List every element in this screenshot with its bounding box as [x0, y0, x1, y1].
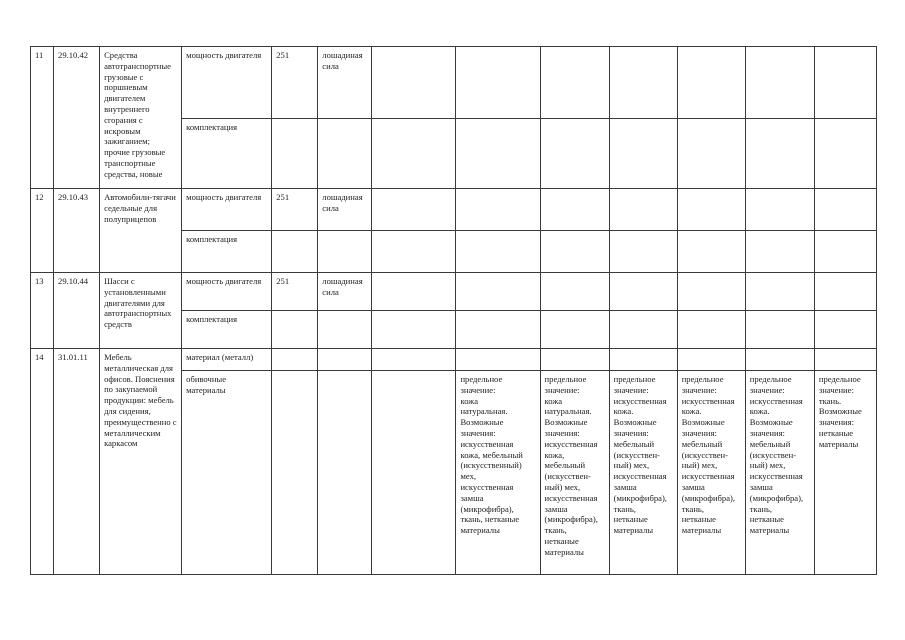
empty-cell: [814, 47, 876, 119]
empty-cell: [318, 349, 372, 371]
empty-cell: [372, 119, 456, 189]
empty-cell: [745, 119, 814, 189]
value-cell: предельное значение: ткань. Возможные значения: нетканые материалы: [814, 371, 876, 575]
empty-cell: [372, 311, 456, 349]
empty-cell: [814, 231, 876, 273]
okei-code: 251: [272, 47, 318, 119]
empty-cell: [609, 231, 677, 273]
empty-cell: [372, 47, 456, 119]
empty-cell: [540, 349, 609, 371]
requirements-table: [30, 46, 877, 575]
empty-cell: [272, 349, 318, 371]
empty-cell: [372, 349, 456, 371]
empty-cell: [272, 311, 318, 349]
empty-cell: [272, 231, 318, 273]
empty-cell: [814, 119, 876, 189]
okpd-code: 29.10.43: [54, 189, 100, 273]
empty-cell: [677, 349, 745, 371]
empty-cell: [677, 119, 745, 189]
empty-cell: [745, 231, 814, 273]
row-number: 12: [31, 189, 54, 273]
characteristic-cell: мощность двигателя: [182, 189, 272, 231]
product-name: Мебель металлическая для офисов. Пояснения по закупаемой продукции: мебель для сидения, преимущественно с металлическим каркасом: [100, 349, 182, 575]
empty-cell: [677, 273, 745, 311]
empty-cell: [318, 371, 372, 575]
characteristic-cell: обивочные материалы: [182, 371, 272, 575]
value-cell: предельное значение: искусственная кожа. Возможные значения: мебельный (искусствен- ный) мех, искусственная замша (микрофибра), ткань, нетканые материалы: [677, 371, 745, 575]
empty-cell: [677, 47, 745, 119]
unit-name: лошадиная сила: [318, 273, 372, 311]
empty-cell: [372, 231, 456, 273]
empty-cell: [814, 349, 876, 371]
okei-code: 251: [272, 273, 318, 311]
empty-cell: [745, 47, 814, 119]
okpd-code: 29.10.44: [54, 273, 100, 349]
empty-cell: [745, 273, 814, 311]
empty-cell: [609, 349, 677, 371]
characteristic-cell: комплектация: [182, 119, 272, 189]
product-name: Шасси с установленными двигателями для автотранспортных средств: [100, 273, 182, 349]
characteristic-cell: комплектация: [182, 311, 272, 349]
empty-cell: [318, 311, 372, 349]
empty-cell: [814, 311, 876, 349]
empty-cell: [814, 189, 876, 231]
unit-name: лошадиная сила: [318, 47, 372, 119]
empty-cell: [456, 189, 540, 231]
okpd-code: 29.10.42: [54, 47, 100, 189]
table-row: [31, 349, 877, 371]
empty-cell: [540, 311, 609, 349]
row-number: 14: [31, 349, 54, 575]
empty-cell: [540, 231, 609, 273]
empty-cell: [540, 273, 609, 311]
empty-cell: [609, 311, 677, 349]
empty-cell: [540, 47, 609, 119]
characteristic-cell: материал (металл): [182, 349, 272, 371]
unit-name: лошадиная сила: [318, 189, 372, 231]
characteristic-cell: мощность двигателя: [182, 47, 272, 119]
empty-cell: [814, 273, 876, 311]
empty-cell: [372, 371, 456, 575]
empty-cell: [540, 119, 609, 189]
empty-cell: [456, 273, 540, 311]
characteristic-cell: мощность двигателя: [182, 273, 272, 311]
characteristic-cell: комплектация: [182, 231, 272, 273]
value-cell: предельное значение: искусственная кожа. Возможные значения: мебельный (искусствен- ный) мех, искусственная замша (микрофибра), ткань, нетканые материалы: [609, 371, 677, 575]
empty-cell: [318, 119, 372, 189]
row-number: 11: [31, 47, 54, 189]
table-row: [31, 47, 877, 119]
empty-cell: [745, 349, 814, 371]
empty-cell: [456, 47, 540, 119]
empty-cell: [372, 273, 456, 311]
empty-cell: [609, 189, 677, 231]
value-cell: предельное значение: искусственная кожа. Возможные значения: мебельный (искусствен- ный) мех, искусственная замша (микрофибра), ткань, нетканые материалы: [745, 371, 814, 575]
empty-cell: [609, 47, 677, 119]
product-name: Средства автотранспортные грузовые с поршневым двигателем внутреннего сгорания с искровым зажиганием; прочие грузовые транспортные средства, новые: [100, 47, 182, 189]
empty-cell: [745, 311, 814, 349]
empty-cell: [456, 349, 540, 371]
product-name: Автомобили-тягачи седельные для полуприцепов: [100, 189, 182, 273]
value-cell: предельное значение: кожа натуральная. Возможные значения: искусственная кожа, мебельный (искусствен- ный) мех, искусственная замша (микрофибра), ткань, нетканые материалы: [540, 371, 609, 575]
empty-cell: [540, 189, 609, 231]
empty-cell: [456, 231, 540, 273]
okei-code: 251: [272, 189, 318, 231]
empty-cell: [609, 273, 677, 311]
empty-cell: [318, 231, 372, 273]
empty-cell: [677, 189, 745, 231]
empty-cell: [456, 311, 540, 349]
empty-cell: [456, 119, 540, 189]
empty-cell: [677, 311, 745, 349]
empty-cell: [272, 119, 318, 189]
table-row: [31, 273, 877, 311]
empty-cell: [745, 189, 814, 231]
empty-cell: [677, 231, 745, 273]
okpd-code: 31.01.11: [54, 349, 100, 575]
empty-cell: [372, 189, 456, 231]
empty-cell: [609, 119, 677, 189]
value-cell: предельное значение: кожа натуральная. Возможные значения: искусственная кожа, мебельный (искусственный) мех, искусственная замша (микрофибра), ткань, нетканые материалы: [456, 371, 540, 575]
empty-cell: [272, 371, 318, 575]
table-row: [31, 189, 877, 231]
row-number: 13: [31, 273, 54, 349]
